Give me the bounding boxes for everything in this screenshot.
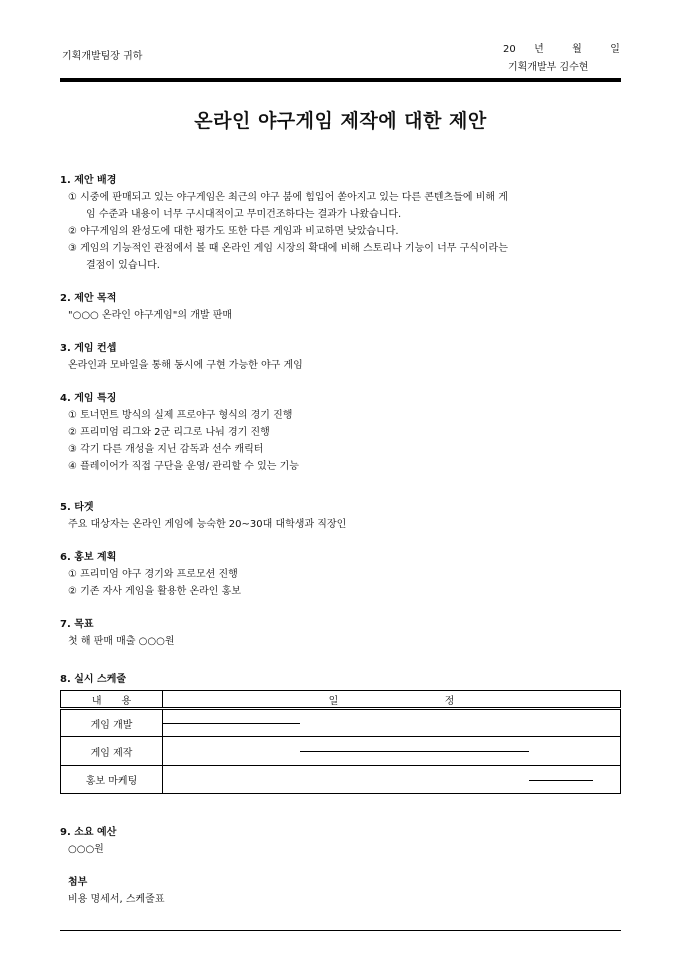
attachment-heading: 첨부 [68, 877, 88, 888]
schedule-bar [529, 780, 593, 781]
schedule-col-schedule-2: 정 [444, 695, 455, 707]
section-heading-features: 4. 게임 특징 [60, 393, 117, 404]
footer-divider [60, 930, 621, 931]
date-line [503, 40, 620, 55]
schedule-col-schedule-1: 일 [328, 695, 339, 707]
schedule-row-timeline [163, 737, 621, 766]
date-year: 20 [503, 44, 516, 55]
schedule-row [61, 766, 621, 794]
feature-item-4: ④ 플레이어가 직접 구단을 운영/ 관리할 수 있는 기능 [68, 461, 299, 472]
section-heading-budget: 9. 소요 예산 [60, 827, 117, 838]
background-item-1b: 임 수준과 내용이 너무 구시대적이고 무미건조하다는 결과가 나왔습니다. [86, 209, 402, 220]
schedule-row [61, 737, 621, 766]
schedule-row-label: 게임 개발 [61, 709, 163, 737]
promotion-item-2: ② 기존 자사 게임을 활용한 온라인 홍보 [68, 586, 241, 597]
feature-item-3: ③ 각기 다른 개성을 지닌 감독과 선수 캐릭터 [68, 444, 264, 455]
schedule-row-timeline [163, 709, 621, 737]
schedule-row [61, 709, 621, 737]
sender: 기획개발부 김수현 [508, 62, 589, 73]
schedule-header-row [61, 691, 621, 709]
schedule-row-label: 게임 제작 [61, 737, 163, 766]
section-heading-concept: 3. 게임 컨셉 [60, 343, 117, 354]
header-divider [60, 78, 621, 82]
background-item-3a: ③ 게임의 기능적인 관점에서 볼 때 온라인 게임 시장의 확대에 비해 스토리나 기능이 너무 구식이라는 [68, 243, 508, 254]
purpose-text: "○○○ 온라인 야구게임"의 개발 판매 [68, 310, 233, 321]
schedule-bar [300, 751, 529, 752]
goal-text: 첫 해 판매 매출 ○○○원 [68, 636, 175, 647]
section-heading-schedule: 8. 실시 스케줄 [60, 674, 127, 685]
section-heading-goal: 7. 목표 [60, 619, 94, 630]
date-year-unit: 년 [534, 44, 544, 55]
budget-text: ○○○원 [68, 844, 104, 855]
document-title: 온라인 야구게임 제작에 대한 제안 [194, 110, 487, 132]
recipient: 기획개발팀장 귀하 [62, 51, 143, 62]
background-item-1a: ① 시중에 판매되고 있는 야구게임은 최근의 야구 붐에 힘입어 쏟아지고 있는 다른 콘텐츠들에 비해 게 [68, 192, 508, 203]
section-heading-purpose: 2. 제안 목적 [60, 293, 117, 304]
schedule-row-label: 홍보 마케팅 [61, 766, 163, 794]
promotion-item-1: ① 프리미엄 야구 경기와 프로모션 진행 [68, 569, 238, 580]
section-heading-promotion: 6. 홍보 계획 [60, 552, 117, 563]
feature-item-2: ② 프리미엄 리그와 2군 리그로 나눠 경기 진행 [68, 427, 270, 438]
section-heading-target: 5. 타겟 [60, 502, 94, 513]
schedule-table [60, 690, 621, 794]
target-text: 주요 대상자는 온라인 게임에 능숙한 20~30대 대학생과 직장인 [68, 519, 347, 530]
schedule-row-timeline [163, 766, 621, 794]
background-item-3b: 결점이 있습니다. [86, 260, 160, 271]
feature-item-1: ① 토너먼트 방식의 실제 프로야구 형식의 경기 진행 [68, 410, 293, 421]
background-item-2: ② 야구게임의 완성도에 대한 평가도 또한 다른 게임과 비교하면 낮았습니다. [68, 226, 399, 237]
schedule-col-schedule [163, 691, 621, 709]
section-heading-background: 1. 제안 배경 [60, 175, 117, 186]
schedule-col-content: 내 용 [61, 691, 163, 709]
concept-text: 온라인과 모바일을 통해 동시에 구현 가능한 야구 게임 [68, 360, 303, 371]
date-day-unit: 일 [610, 44, 620, 55]
schedule-bar [163, 723, 300, 724]
date-month-unit: 월 [572, 44, 582, 55]
attachment-text: 비용 명세서, 스케줄표 [68, 894, 165, 905]
